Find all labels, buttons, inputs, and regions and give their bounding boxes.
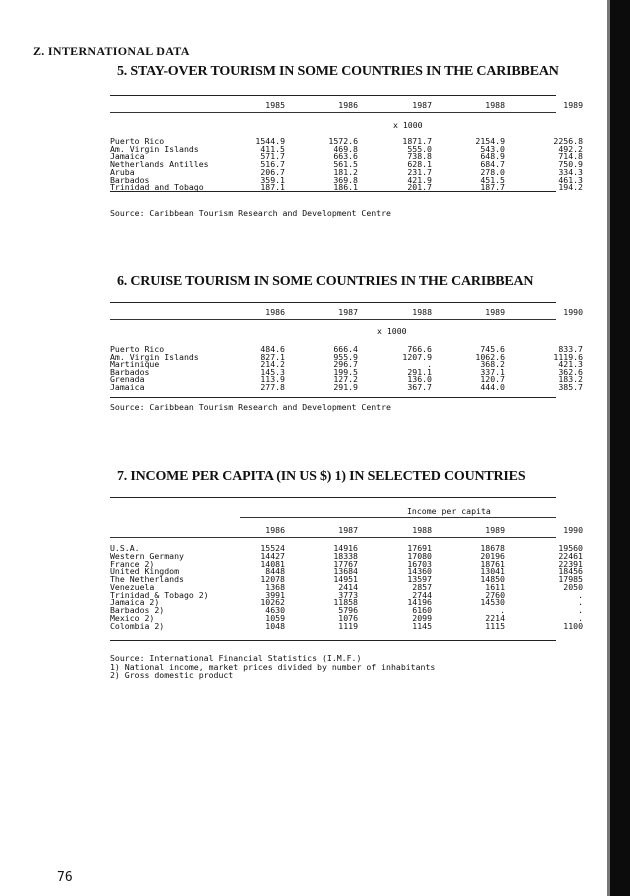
table-cell: 369.8 <box>333 174 358 185</box>
table-cell: 555.0 <box>407 143 432 154</box>
table-cell: 1871.7 <box>402 136 432 146</box>
column-header: 1988 <box>485 100 505 110</box>
row-label: Trinidad & Tobago 2) <box>110 589 209 600</box>
table-cell: 187.1 <box>260 182 285 193</box>
table-cell: 194.2 <box>558 182 583 193</box>
table-cell: 648.9 <box>480 151 505 162</box>
unit-label: x 1000 <box>377 326 407 336</box>
table-cell: 2857 <box>412 581 432 592</box>
table-cell: 1544.9 <box>255 136 285 146</box>
table-cell: 120.7 <box>480 374 505 384</box>
unit-label: Income per capita <box>407 506 491 516</box>
table-cell: 278.0 <box>480 166 505 177</box>
table-cell: 2214 <box>485 612 505 623</box>
table-cell: 14530 <box>480 597 505 608</box>
row-label: Puerto Rico <box>110 344 165 354</box>
table-cell: 187.7 <box>480 182 505 193</box>
table-cell: 750.9 <box>558 159 583 170</box>
row-label: Am. Virgin Islands <box>110 351 199 362</box>
row-label: Am. Virgin Islands <box>110 143 199 154</box>
table-cell: 22461 <box>558 550 583 561</box>
column-header: 1987 <box>412 100 432 110</box>
row-label: Mexico 2) <box>110 612 155 623</box>
row-label: Aruba <box>110 166 135 177</box>
table-cell: 5796 <box>338 605 358 615</box>
table-cell: 684.7 <box>480 159 505 170</box>
table-cell: 13597 <box>407 574 432 584</box>
table-cell: . <box>578 612 583 623</box>
table-cell: 766.6 <box>407 344 432 354</box>
header-rule <box>110 112 556 113</box>
table-cell: 18338 <box>333 550 358 561</box>
column-header: 1990 <box>563 525 583 535</box>
table-cell: 18456 <box>558 566 583 577</box>
row-label: Jamaica <box>110 381 145 392</box>
table-cell: 451.5 <box>480 174 505 185</box>
table-cell: 1119 <box>338 620 358 631</box>
column-header: 1985 <box>265 100 285 110</box>
table-cell: 15524 <box>260 543 285 553</box>
table-cell: 516.7 <box>260 159 285 170</box>
page-number: 76 <box>57 870 73 885</box>
table-cell: 14196 <box>407 597 432 608</box>
column-header: 1989 <box>485 307 505 317</box>
table-cell: 231.7 <box>407 166 432 177</box>
table-cell: 368.2 <box>480 359 505 369</box>
table-cell: 214.2 <box>260 359 285 369</box>
table-cell: 186.1 <box>333 182 358 193</box>
table-5-title: 5. STAY-OVER TOURISM IN SOME COUNTRIES IN THE CARIBBEAN <box>117 64 559 79</box>
table-cell: 1115 <box>485 620 505 631</box>
table-cell: 543.0 <box>480 143 505 154</box>
header-subrule <box>240 517 556 518</box>
table-cell: 666.4 <box>333 344 358 354</box>
column-header: 1986 <box>338 100 358 110</box>
table-cell: 663.6 <box>333 151 358 162</box>
table-cell: 17767 <box>333 558 358 569</box>
row-label: The Netherlands <box>110 574 184 584</box>
table-cell: 2256.8 <box>553 136 583 146</box>
table-cell: 1611 <box>485 581 505 592</box>
table-cell: 492.2 <box>558 143 583 154</box>
table-cell: 1076 <box>338 612 358 623</box>
table-cell: 561.5 <box>333 159 358 170</box>
row-label: United Kingdom <box>110 566 180 577</box>
table-cell: 337.1 <box>480 366 505 377</box>
row-label: Venezuela <box>110 581 155 592</box>
table-cell: . <box>427 359 432 369</box>
table-cell: 2050 <box>563 581 583 592</box>
table-cell: 201.7 <box>407 182 432 193</box>
bottom-rule <box>110 397 556 398</box>
bottom-rule <box>110 191 556 192</box>
table-cell: 10262 <box>260 597 285 608</box>
table-cell: 145.3 <box>260 366 285 377</box>
table-cell: 12078 <box>260 574 285 584</box>
row-label: Barbados <box>110 366 150 377</box>
table-cell: 183.2 <box>558 374 583 384</box>
column-header: 1988 <box>412 525 432 535</box>
table-cell: . <box>578 589 583 600</box>
table-cell: 13684 <box>333 566 358 577</box>
table-cell: 20196 <box>480 550 505 561</box>
table-cell: 296.7 <box>333 359 358 369</box>
table-cell: 484.6 <box>260 344 285 354</box>
table-cell: 833.7 <box>558 344 583 354</box>
source-note: Source: International Financial Statistics (I.M.F.) <box>110 653 362 663</box>
column-header: 1986 <box>265 525 285 535</box>
table-cell: 181.2 <box>333 166 358 177</box>
table-cell: 745.6 <box>480 344 505 354</box>
row-label: France 2) <box>110 558 155 569</box>
table-7-income-per-capita <box>110 497 583 687</box>
table-cell: 1048 <box>265 620 285 631</box>
table-cell: 738.8 <box>407 151 432 162</box>
table-cell: 359.1 <box>260 174 285 185</box>
table-cell: . <box>578 605 583 615</box>
table-cell: 14850 <box>480 574 505 584</box>
table-cell: 1368 <box>265 581 285 592</box>
table-cell: 16703 <box>407 558 432 569</box>
table-cell: 444.0 <box>480 381 505 392</box>
table-cell: 14427 <box>260 550 285 561</box>
table-cell: 3773 <box>338 589 358 600</box>
unit-label: x 1000 <box>393 120 423 130</box>
table-cell: 1207.9 <box>402 351 432 362</box>
table-cell: 1062.6 <box>475 351 505 362</box>
table-cell: 291.9 <box>333 381 358 392</box>
table-cell: 3991 <box>265 589 285 600</box>
table-cell: 421.9 <box>407 174 432 185</box>
table-cell: 6160 <box>412 605 432 615</box>
table-cell: 13041 <box>480 566 505 577</box>
source-note: Source: Caribbean Tourism Research and Development Centre <box>110 208 391 218</box>
table-cell: 113.9 <box>260 374 285 384</box>
section-header: Z. INTERNATIONAL DATA <box>33 44 190 58</box>
table-cell: 461.3 <box>558 174 583 185</box>
row-label: Barbados <box>110 174 150 185</box>
source-note: Source: Caribbean Tourism Research and Development Centre <box>110 402 391 412</box>
row-label: Barbados 2) <box>110 605 165 615</box>
table-cell: 1145 <box>412 620 432 631</box>
table-cell: 571.7 <box>260 151 285 162</box>
table-cell: 362.6 <box>558 366 583 377</box>
table-5-stay-over-tourism <box>110 95 583 225</box>
column-header: 1989 <box>485 525 505 535</box>
table-cell: 1572.6 <box>328 136 358 146</box>
column-header: 1987 <box>338 307 358 317</box>
table-cell: 4630 <box>265 605 285 615</box>
header-rule <box>110 319 556 320</box>
column-header: 1988 <box>412 307 432 317</box>
table-cell: 1100 <box>563 620 583 631</box>
table-cell: 334.3 <box>558 166 583 177</box>
table-cell: 385.7 <box>558 381 583 392</box>
column-header: 1989 <box>563 100 583 110</box>
row-label: U.S.A. <box>110 543 140 553</box>
row-label: Martinique <box>110 359 160 369</box>
table-cell: . <box>578 597 583 608</box>
top-rule <box>110 497 556 498</box>
table-cell: 1059 <box>265 612 285 623</box>
table-cell: 11858 <box>333 597 358 608</box>
table-cell: 367.7 <box>407 381 432 392</box>
table-cell: 277.8 <box>260 381 285 392</box>
table-cell: . <box>500 605 505 615</box>
row-label: Jamaica 2) <box>110 597 160 608</box>
column-header: 1990 <box>563 307 583 317</box>
row-label: Western Germany <box>110 550 184 561</box>
table-cell: 411.5 <box>260 143 285 154</box>
table-cell: 136.0 <box>407 374 432 384</box>
table-cell: 628.1 <box>407 159 432 170</box>
row-label: Netherlands Antilles <box>110 159 209 170</box>
table-cell: 127.2 <box>333 374 358 384</box>
footnote: 1) National income, market prices divided by number of inhabitants <box>110 661 436 672</box>
column-header: 1987 <box>338 525 358 535</box>
table-cell: 18678 <box>480 543 505 553</box>
table-cell: 206.7 <box>260 166 285 177</box>
footnote: 2) Gross domestic product <box>110 670 234 680</box>
table-cell: 2154.9 <box>475 136 505 146</box>
table-cell: 14951 <box>333 574 358 584</box>
table-cell: 2760 <box>485 589 505 600</box>
scan-edge-shadow <box>607 0 610 896</box>
table-cell: 2414 <box>338 581 358 592</box>
header-rule <box>110 537 556 538</box>
table-cell: 1119.6 <box>553 351 583 362</box>
table-7-title: 7. INCOME PER CAPITA (IN US $) 1) IN SELECTED COUNTRIES <box>117 469 526 484</box>
row-label: Puerto Rico <box>110 136 165 146</box>
table-cell: 714.8 <box>558 151 583 162</box>
table-cell: 19560 <box>558 543 583 553</box>
table-cell: 955.9 <box>333 351 358 362</box>
table-cell: 17080 <box>407 550 432 561</box>
table-cell: 14360 <box>407 566 432 577</box>
top-rule <box>110 302 556 303</box>
table-cell: 18761 <box>480 558 505 569</box>
row-label: Trinidad and Tobago <box>110 182 204 193</box>
table-cell: 17691 <box>407 543 432 553</box>
table-cell: 17985 <box>558 574 583 584</box>
table-cell: 14916 <box>333 543 358 553</box>
table-cell: 14081 <box>260 558 285 569</box>
table-cell: 22391 <box>558 558 583 569</box>
row-label: Grenada <box>110 374 145 384</box>
column-header: 1986 <box>265 307 285 317</box>
top-rule <box>110 95 556 96</box>
table-6-cruise-tourism <box>110 302 583 417</box>
table-cell: 469.8 <box>333 143 358 154</box>
row-label: Colombia 2) <box>110 620 165 631</box>
scan-edge <box>610 0 630 896</box>
table-cell: 421.3 <box>558 359 583 369</box>
table-6-title: 6. CRUISE TOURISM IN SOME COUNTRIES IN THE CARIBBEAN <box>117 274 534 289</box>
bottom-rule <box>110 640 556 641</box>
table-cell: 199.5 <box>333 366 358 377</box>
table-cell: 8448 <box>265 566 285 577</box>
table-cell: 291.1 <box>407 366 432 377</box>
table-cell: 827.1 <box>260 351 285 362</box>
table-cell: 2744 <box>412 589 432 600</box>
row-label: Jamaica <box>110 151 145 162</box>
table-cell: 2099 <box>412 612 432 623</box>
